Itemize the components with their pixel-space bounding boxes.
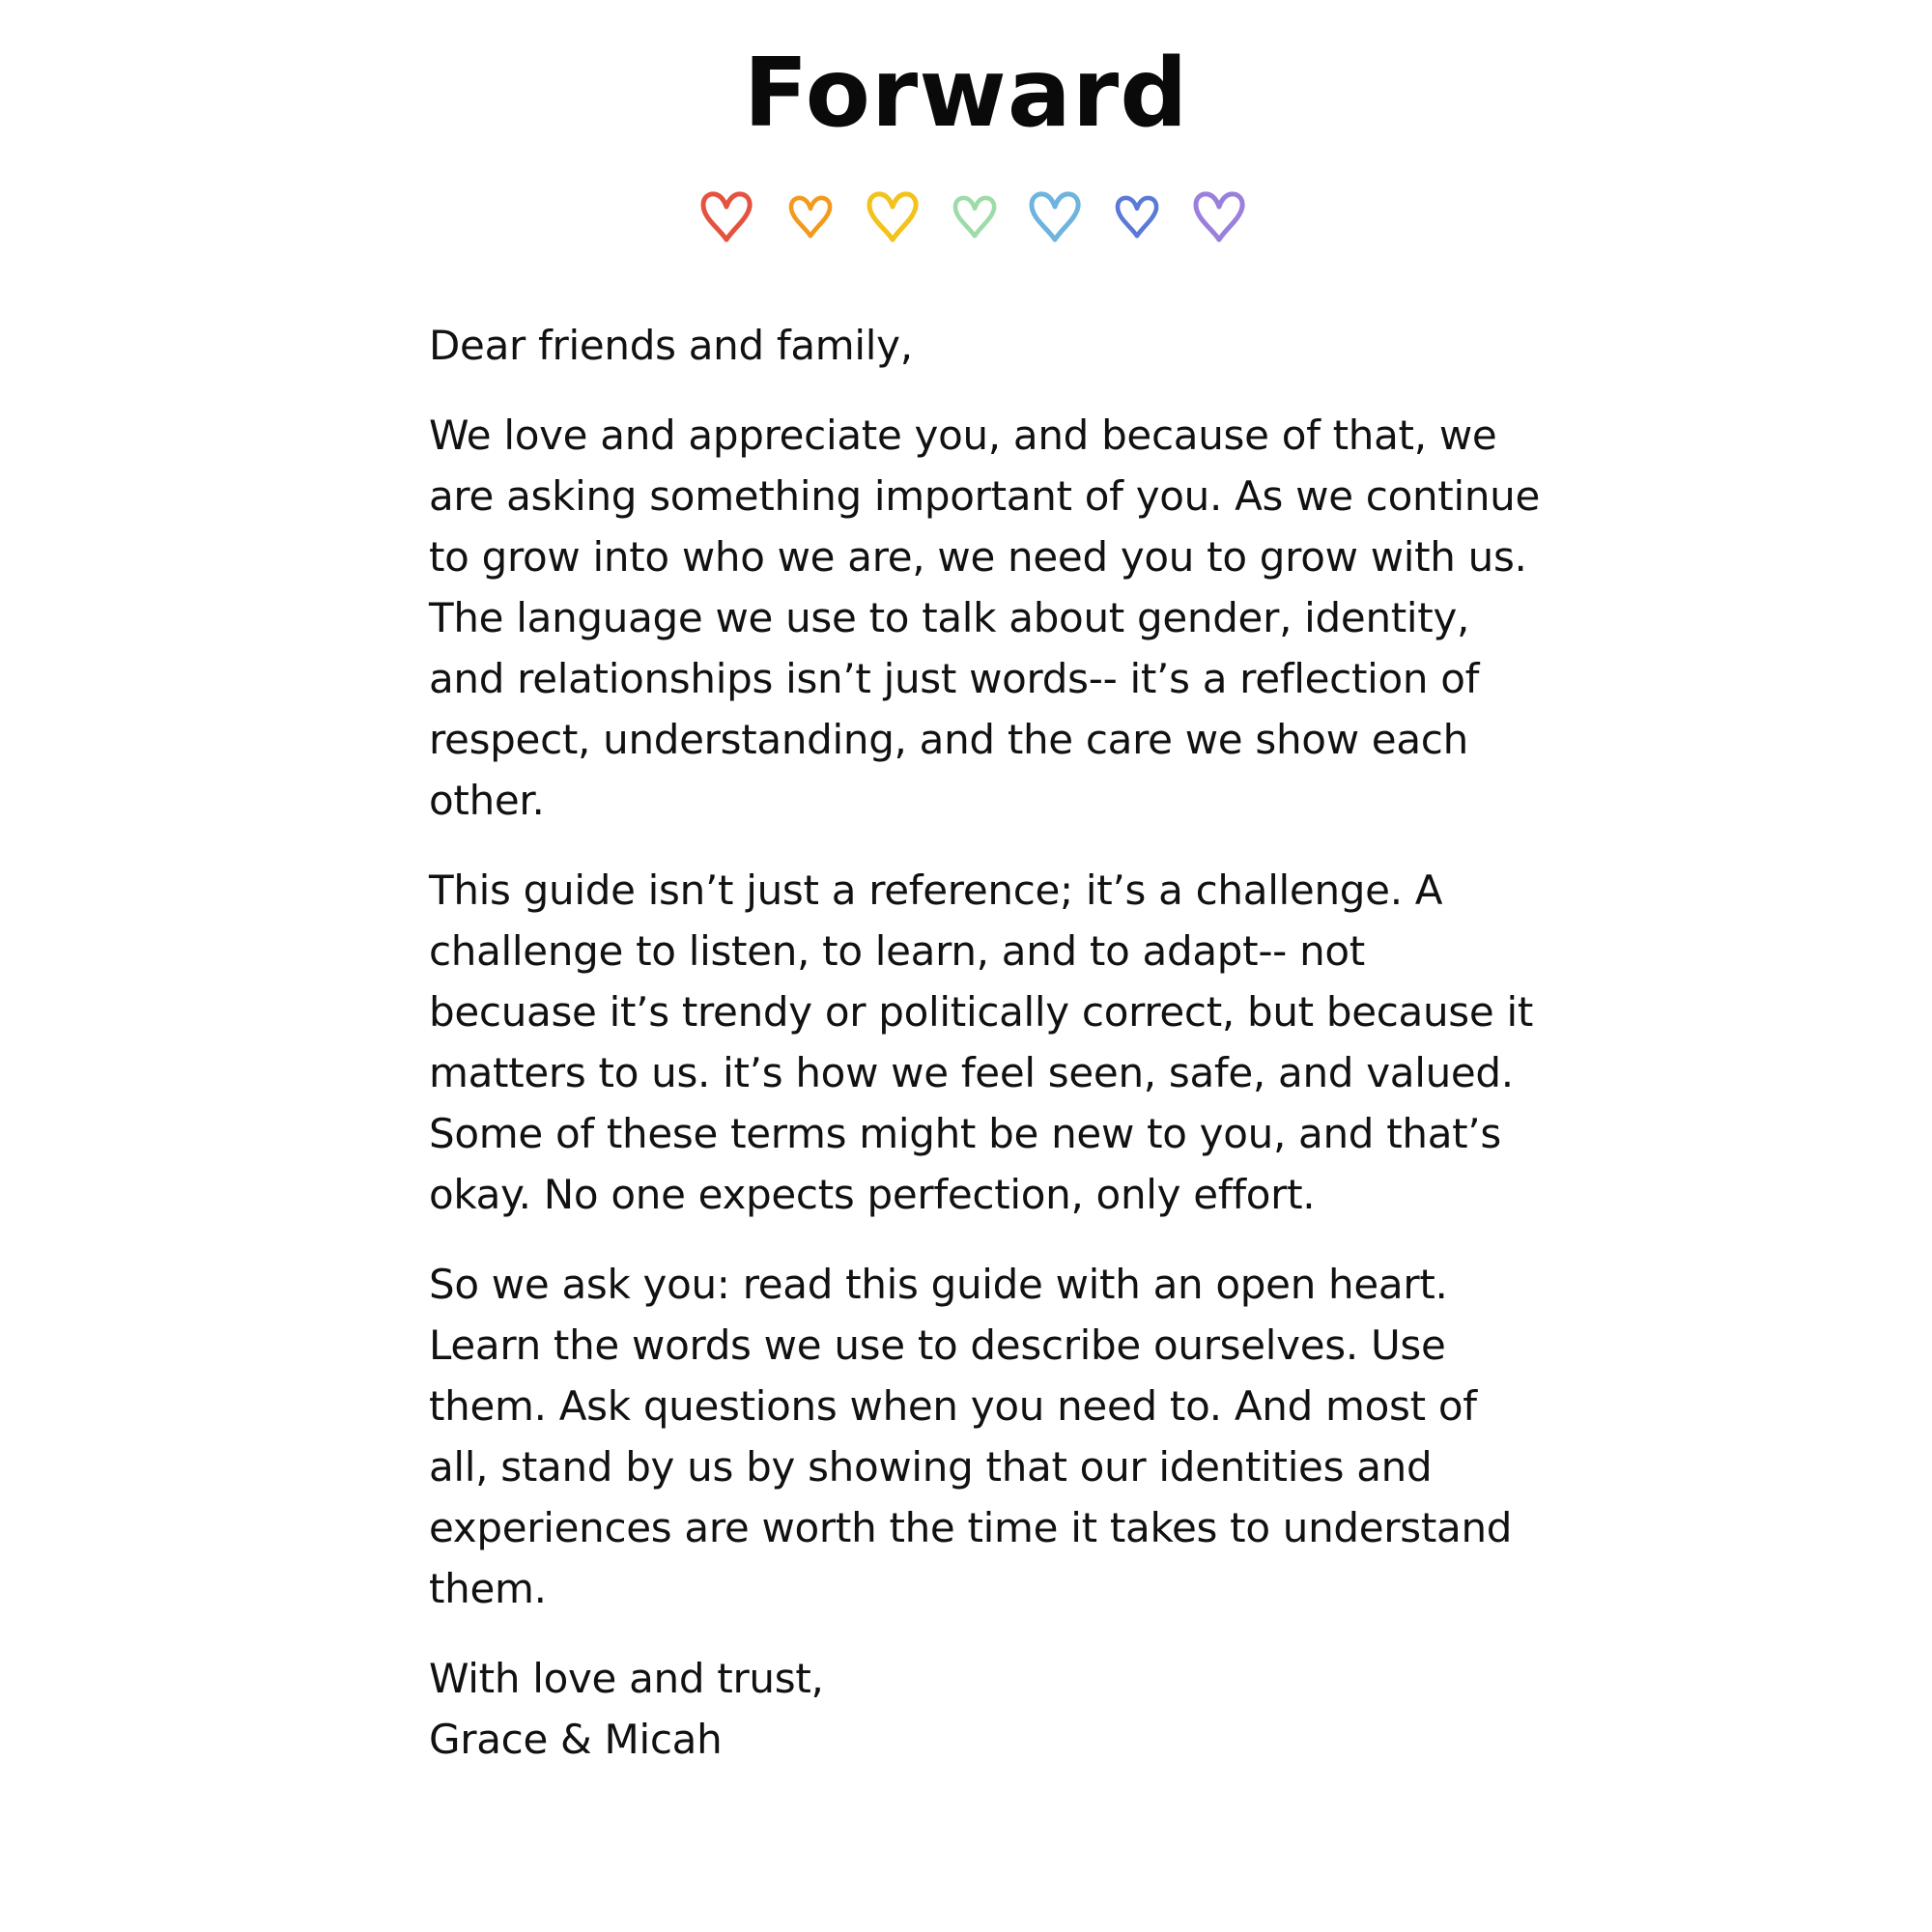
letter-signature: Grace & Micah — [429, 1716, 723, 1763]
heart-icon — [864, 189, 922, 245]
heart-outline-icon — [864, 189, 922, 245]
heart-outline-icon — [951, 193, 999, 242]
letter-body — [429, 315, 1540, 1770]
heart-icon — [1113, 193, 1161, 242]
letter-paragraph: We love and appreciate you, and because of that, we are asking something important of you. As we continue to grow into who we are, we need you to grow with us. The language we use to talk about gender, identity, and relationships isn’t just words-- it’s a reflection of respect, understanding, and the care we show each other. — [429, 412, 1541, 824]
heart-outline-icon — [1113, 193, 1161, 242]
heart-icon — [951, 193, 999, 242]
heart-outline-icon — [786, 193, 835, 242]
letter-paragraph: This guide isn’t just a reference; it’s a challenge. A challenge to listen, to learn, and to adapt-- not becuase it’s trendy or politically correct, but because it matters to us. it’s how we feel seen, safe, and valued. Some of these terms might be new to you, and that’s okay. No one expects perfection, only effort. — [429, 867, 1534, 1218]
heart-icon — [697, 189, 755, 245]
heart-icon — [1190, 189, 1248, 245]
heart-icon — [786, 193, 835, 242]
letter-closing: With love and trust, — [429, 1655, 824, 1702]
letter-greeting: Dear friends and family, — [429, 322, 913, 369]
heart-outline-icon — [697, 189, 755, 245]
heart-outline-icon — [1026, 189, 1084, 245]
heart-outline-icon — [1190, 189, 1248, 245]
page-title: Forward — [743, 39, 1189, 149]
letter-paragraph: So we ask you: read this guide with an open heart. Learn the words we use to describe ourselves. Use them. Ask questions when you need to. And most of all, stand by us by showing that our identities and experiences are worth the time it takes to understand them. — [429, 1261, 1513, 1612]
heart-icon — [1026, 189, 1084, 245]
heart-row — [697, 189, 1258, 251]
